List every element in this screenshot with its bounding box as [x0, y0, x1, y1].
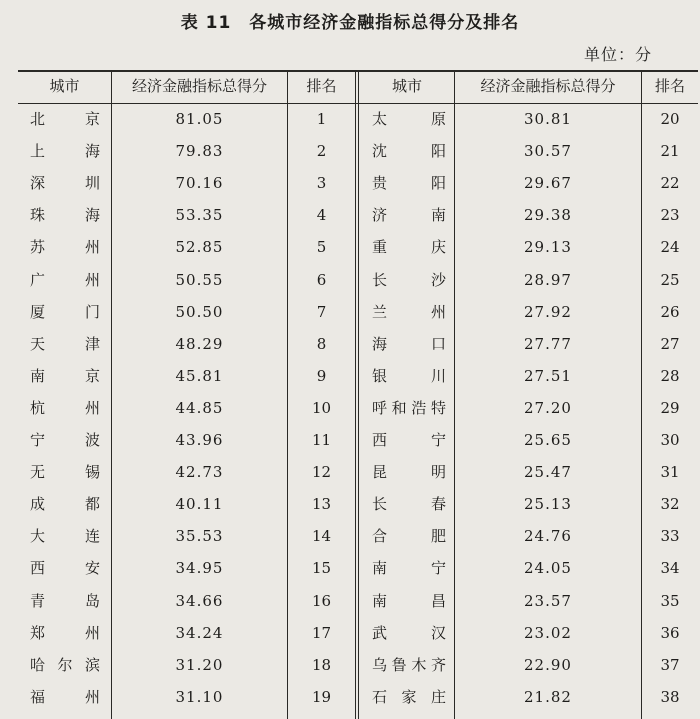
left-city-cell: 宁 波 — [30, 431, 100, 449]
right-rank-cell: 30 — [660, 431, 680, 449]
right-city-cell: 贵 阳 — [372, 174, 446, 192]
header-city-right: 城市 — [391, 77, 422, 95]
left-city-cell: 哈 尔 滨 — [30, 656, 100, 674]
right-score-cell: 27.51 — [524, 367, 572, 385]
right-rank-cell: 28 — [660, 367, 680, 385]
right-score-cell: 25.13 — [524, 495, 572, 513]
left-score-cell: 53.35 — [175, 206, 224, 224]
right-rank-cell: 29 — [660, 399, 680, 417]
left-rank-cell: 4 — [316, 206, 327, 224]
left-city-cell: 厦 门 — [30, 303, 100, 321]
col-divider-left-2 — [287, 71, 288, 719]
right-rank-cell: 31 — [660, 463, 680, 481]
left-score-cell: 70.16 — [175, 174, 224, 192]
left-score-cell: 52.85 — [175, 238, 224, 256]
right-city-cell: 合 肥 — [372, 527, 446, 545]
right-score-cell: 29.67 — [524, 174, 572, 192]
right-rank-cell: 25 — [660, 271, 680, 289]
right-city-cell: 西 宁 — [372, 431, 446, 449]
right-rank-cell: 22 — [660, 174, 680, 192]
right-rank-cell: 38 — [660, 688, 680, 706]
right-rank-cell: 35 — [660, 592, 680, 610]
right-score-cell: 21.82 — [524, 688, 572, 706]
left-score-cell: 50.55 — [175, 271, 224, 289]
left-rank-cell: 13 — [311, 495, 332, 513]
right-rank-cell: 21 — [660, 142, 680, 160]
right-city-cell: 乌 鲁 木 齐 — [372, 656, 446, 674]
left-city-cell: 无 锡 — [30, 463, 100, 481]
right-rank-cell: 36 — [660, 624, 680, 642]
header-rank-right: 排名 — [654, 77, 685, 95]
col-divider-left-1 — [111, 71, 112, 719]
left-city-cell: 广 州 — [30, 271, 100, 289]
right-rank-cell: 37 — [660, 656, 680, 674]
left-score-cell: 45.81 — [175, 367, 224, 385]
left-score-cell: 44.85 — [175, 399, 224, 417]
left-score-cell: 43.96 — [175, 431, 224, 449]
left-rank-cell: 6 — [316, 271, 327, 289]
right-city-cell: 沈 阳 — [372, 142, 446, 160]
left-score-cell: 31.20 — [175, 656, 224, 674]
left-city-cell: 西 安 — [30, 559, 100, 577]
right-rank-cell: 26 — [660, 303, 680, 321]
left-score-cell: 34.24 — [175, 624, 224, 642]
left-city-cell: 郑 州 — [30, 624, 100, 642]
right-score-cell: 27.20 — [524, 399, 572, 417]
right-score-cell: 30.57 — [524, 142, 572, 160]
left-rank-cell: 7 — [316, 303, 327, 321]
left-city-cell: 杭 州 — [30, 399, 100, 417]
left-rank-cell: 17 — [311, 624, 332, 642]
left-score-cell: 31.10 — [175, 688, 224, 706]
left-rank-cell: 19 — [311, 688, 332, 706]
left-score-cell: 42.73 — [175, 463, 224, 481]
right-score-cell: 27.77 — [524, 335, 572, 353]
right-city-cell: 南 宁 — [372, 559, 446, 577]
right-score-cell: 24.05 — [524, 559, 572, 577]
right-rank-cell: 24 — [660, 238, 680, 256]
left-city-cell: 天 津 — [30, 335, 100, 353]
left-score-cell: 35.53 — [175, 527, 224, 545]
right-city-cell: 呼 和 浩 特 — [372, 399, 446, 417]
right-city-cell: 南 昌 — [372, 592, 446, 610]
left-rank-cell: 14 — [311, 527, 332, 545]
right-city-cell: 长 春 — [372, 495, 446, 513]
right-city-cell: 武 汉 — [372, 624, 446, 642]
table-title-text: 各城市经济金融指标总得分及排名 — [249, 13, 520, 33]
right-city-cell: 海 口 — [372, 335, 446, 353]
right-score-cell: 27.92 — [524, 303, 572, 321]
right-score-cell: 25.47 — [524, 463, 572, 481]
left-rank-cell: 10 — [311, 399, 332, 417]
right-rank-cell: 32 — [660, 495, 680, 513]
header-rank-left: 排名 — [306, 77, 337, 95]
left-rank-cell: 12 — [311, 463, 332, 481]
left-city-cell: 珠 海 — [30, 206, 100, 224]
left-rank-cell: 8 — [316, 335, 327, 353]
left-rank-cell: 5 — [316, 238, 327, 256]
left-city-cell: 青 岛 — [30, 592, 100, 610]
right-score-cell: 22.90 — [524, 656, 572, 674]
right-city-cell: 昆 明 — [372, 463, 446, 481]
left-city-cell: 北 京 — [30, 110, 100, 128]
col-divider-right-1 — [454, 71, 455, 719]
left-score-cell: 34.66 — [175, 592, 224, 610]
right-score-cell: 24.76 — [524, 527, 572, 545]
right-city-cell: 重 庆 — [372, 238, 446, 256]
right-rank-cell: 33 — [660, 527, 680, 545]
table-number: 表 11 — [180, 13, 232, 33]
left-score-cell: 48.29 — [175, 335, 224, 353]
right-rank-cell: 34 — [660, 559, 680, 577]
right-city-cell: 太 原 — [372, 110, 446, 128]
right-score-cell: 23.57 — [524, 592, 572, 610]
left-rank-cell: 2 — [316, 142, 327, 160]
left-city-cell: 成 都 — [30, 495, 100, 513]
left-rank-cell: 18 — [311, 656, 332, 674]
left-rank-cell: 1 — [316, 110, 327, 128]
header-city-left: 城市 — [49, 77, 80, 95]
header-score-right: 经济金融指标总得分 — [480, 77, 616, 95]
right-score-cell: 29.38 — [524, 206, 572, 224]
left-rank-cell: 15 — [311, 559, 332, 577]
left-city-cell: 南 京 — [30, 367, 100, 385]
table-title — [0, 8, 700, 33]
left-rank-cell: 9 — [316, 367, 327, 385]
left-city-cell: 大 连 — [30, 527, 100, 545]
right-rank-cell: 20 — [660, 110, 680, 128]
right-score-cell: 29.13 — [524, 238, 572, 256]
right-city-cell: 长 沙 — [372, 271, 446, 289]
right-city-cell: 兰 州 — [372, 303, 446, 321]
unit-label: 单位：分 — [583, 45, 652, 64]
left-rank-cell: 16 — [311, 592, 332, 610]
right-score-cell: 28.97 — [524, 271, 572, 289]
center-double-divider — [355, 71, 359, 719]
left-city-cell: 福 州 — [30, 688, 100, 706]
left-score-cell: 34.95 — [175, 559, 224, 577]
right-score-cell: 23.02 — [524, 624, 572, 642]
col-divider-right-2 — [641, 71, 642, 719]
left-score-cell: 81.05 — [175, 110, 224, 128]
right-rank-cell: 27 — [660, 335, 680, 353]
left-city-cell: 深 圳 — [30, 174, 100, 192]
header-score-left: 经济金融指标总得分 — [131, 77, 267, 95]
left-rank-cell: 3 — [316, 174, 327, 192]
left-city-cell: 苏 州 — [30, 238, 100, 256]
right-city-cell: 济 南 — [372, 206, 446, 224]
right-rank-cell: 23 — [660, 206, 680, 224]
left-score-cell: 79.83 — [175, 142, 224, 160]
right-city-cell: 石 家 庄 — [372, 688, 446, 706]
right-city-cell: 银 川 — [372, 367, 446, 385]
right-score-cell: 30.81 — [524, 110, 572, 128]
left-score-cell: 50.50 — [175, 303, 224, 321]
left-rank-cell: 11 — [311, 431, 332, 449]
left-score-cell: 40.11 — [175, 495, 224, 513]
left-city-cell: 上 海 — [30, 142, 100, 160]
right-score-cell: 25.65 — [524, 431, 572, 449]
